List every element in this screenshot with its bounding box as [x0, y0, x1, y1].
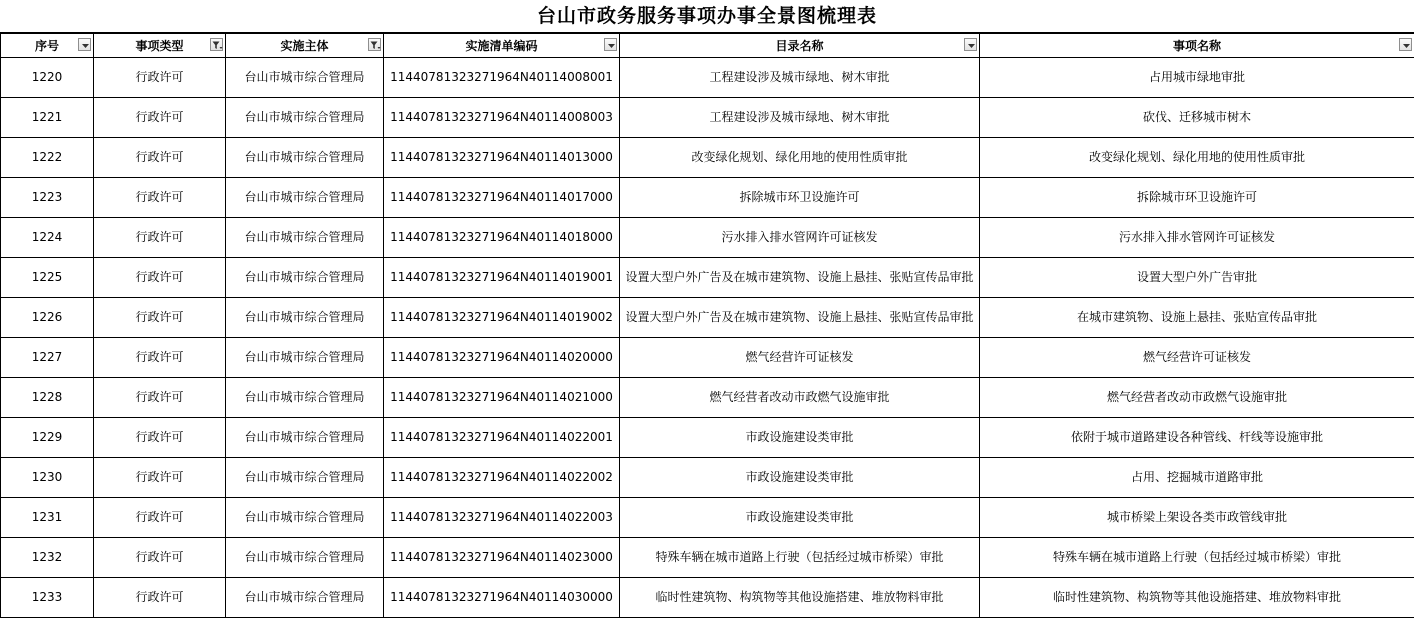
- cell-catalog[interactable]: 污水排入排水管网许可证核发: [620, 218, 980, 258]
- cell-no[interactable]: 1231: [1, 498, 94, 538]
- cell-org[interactable]: 台山市城市综合管理局: [226, 538, 384, 578]
- cell-code[interactable]: 11440781323271964N40114022002: [384, 458, 620, 498]
- cell-no[interactable]: 1227: [1, 338, 94, 378]
- cell-type[interactable]: 行政许可: [94, 98, 226, 138]
- col-header-item: [980, 34, 1414, 58]
- cell-catalog[interactable]: 燃气经营许可证核发: [620, 338, 980, 378]
- table-row: [1, 338, 1414, 378]
- filter-dropdown-icon[interactable]: [1399, 38, 1412, 51]
- cell-catalog[interactable]: 改变绿化规划、绿化用地的使用性质审批: [620, 138, 980, 178]
- cell-no[interactable]: 1230: [1, 458, 94, 498]
- cell-org[interactable]: 台山市城市综合管理局: [226, 258, 384, 298]
- cell-code[interactable]: 11440781323271964N40114023000: [384, 538, 620, 578]
- cell-item[interactable]: 占用城市绿地审批: [980, 58, 1414, 98]
- cell-no[interactable]: 1224: [1, 218, 94, 258]
- cell-item[interactable]: 砍伐、迁移城市树木: [980, 98, 1414, 138]
- cell-org[interactable]: 台山市城市综合管理局: [226, 338, 384, 378]
- filter-active-icon[interactable]: [368, 38, 381, 51]
- cell-code[interactable]: 11440781323271964N40114017000: [384, 178, 620, 218]
- cell-code[interactable]: 11440781323271964N40114022001: [384, 418, 620, 458]
- cell-item[interactable]: 燃气经营许可证核发: [980, 338, 1414, 378]
- cell-no[interactable]: 1228: [1, 378, 94, 418]
- cell-catalog[interactable]: 燃气经营者改动市政燃气设施审批: [620, 378, 980, 418]
- cell-type[interactable]: 行政许可: [94, 418, 226, 458]
- cell-item[interactable]: 依附于城市道路建设各种管线、杆线等设施审批: [980, 418, 1414, 458]
- table-row: [1, 178, 1414, 218]
- table-body: [1, 58, 1414, 618]
- cell-org[interactable]: 台山市城市综合管理局: [226, 578, 384, 618]
- cell-type[interactable]: 行政许可: [94, 178, 226, 218]
- cell-org[interactable]: 台山市城市综合管理局: [226, 298, 384, 338]
- cell-code[interactable]: 11440781323271964N40114021000: [384, 378, 620, 418]
- cell-item[interactable]: 改变绿化规划、绿化用地的使用性质审批: [980, 138, 1414, 178]
- cell-item[interactable]: 特殊车辆在城市道路上行驶（包括经过城市桥梁）审批: [980, 538, 1414, 578]
- cell-catalog[interactable]: 拆除城市环卫设施许可: [620, 178, 980, 218]
- table-row: [1, 218, 1414, 258]
- cell-org[interactable]: 台山市城市综合管理局: [226, 58, 384, 98]
- cell-catalog[interactable]: 市政设施建设类审批: [620, 418, 980, 458]
- cell-item[interactable]: 占用、挖掘城市道路审批: [980, 458, 1414, 498]
- cell-code[interactable]: 11440781323271964N40114019002: [384, 298, 620, 338]
- cell-org[interactable]: 台山市城市综合管理局: [226, 138, 384, 178]
- cell-type[interactable]: 行政许可: [94, 458, 226, 498]
- filter-dropdown-icon[interactable]: [964, 38, 977, 51]
- cell-code[interactable]: 11440781323271964N40114030000: [384, 578, 620, 618]
- cell-code[interactable]: 11440781323271964N40114022003: [384, 498, 620, 538]
- column-header-label: 实施主体: [280, 39, 329, 53]
- cell-code[interactable]: 11440781323271964N40114019001: [384, 258, 620, 298]
- cell-no[interactable]: 1223: [1, 178, 94, 218]
- table-row: [1, 498, 1414, 538]
- filter-dropdown-icon[interactable]: [78, 38, 91, 51]
- cell-type[interactable]: 行政许可: [94, 298, 226, 338]
- cell-catalog[interactable]: 工程建设涉及城市绿地、树木审批: [620, 58, 980, 98]
- cell-item[interactable]: 污水排入排水管网许可证核发: [980, 218, 1414, 258]
- sheet-title: 台山市政务服务事项办事全景图梳理表: [0, 0, 1414, 33]
- cell-catalog[interactable]: 临时性建筑物、构筑物等其他设施搭建、堆放物料审批: [620, 578, 980, 618]
- col-header-code: [384, 34, 620, 58]
- cell-type[interactable]: 行政许可: [94, 258, 226, 298]
- cell-no[interactable]: 1229: [1, 418, 94, 458]
- cell-org[interactable]: 台山市城市综合管理局: [226, 418, 384, 458]
- cell-no[interactable]: 1225: [1, 258, 94, 298]
- cell-no[interactable]: 1222: [1, 138, 94, 178]
- table-row: [1, 458, 1414, 498]
- cell-item[interactable]: 燃气经营者改动市政燃气设施审批: [980, 378, 1414, 418]
- col-header-catalog: [620, 34, 980, 58]
- cell-no[interactable]: 1220: [1, 58, 94, 98]
- cell-org[interactable]: 台山市城市综合管理局: [226, 378, 384, 418]
- cell-no[interactable]: 1233: [1, 578, 94, 618]
- table-row: [1, 378, 1414, 418]
- cell-org[interactable]: 台山市城市综合管理局: [226, 178, 384, 218]
- table-row: [1, 538, 1414, 578]
- cell-type[interactable]: 行政许可: [94, 578, 226, 618]
- column-header-label: 实施清单编码: [465, 39, 538, 53]
- cell-org[interactable]: 台山市城市综合管理局: [226, 458, 384, 498]
- cell-item[interactable]: 城市桥梁上架设各类市政管线审批: [980, 498, 1414, 538]
- column-header-label: 目录名称: [775, 39, 824, 53]
- cell-type[interactable]: 行政许可: [94, 218, 226, 258]
- cell-catalog[interactable]: 市政设施建设类审批: [620, 498, 980, 538]
- table-row: [1, 138, 1414, 178]
- table-row: [1, 578, 1414, 618]
- column-header-label: 事项名称: [1172, 39, 1221, 53]
- cell-item[interactable]: 拆除城市环卫设施许可: [980, 178, 1414, 218]
- cell-no[interactable]: 1221: [1, 98, 94, 138]
- cell-org[interactable]: 台山市城市综合管理局: [226, 498, 384, 538]
- cell-type[interactable]: 行政许可: [94, 538, 226, 578]
- filter-active-icon[interactable]: [210, 38, 223, 51]
- table-row: [1, 258, 1414, 298]
- cell-catalog[interactable]: 工程建设涉及城市绿地、树木审批: [620, 98, 980, 138]
- cell-type[interactable]: 行政许可: [94, 498, 226, 538]
- col-header-no: [1, 34, 94, 58]
- cell-no[interactable]: 1226: [1, 298, 94, 338]
- cell-code[interactable]: 11440781323271964N40114020000: [384, 338, 620, 378]
- filter-dropdown-icon[interactable]: [604, 38, 617, 51]
- cell-type[interactable]: 行政许可: [94, 58, 226, 98]
- table-row: [1, 58, 1414, 98]
- data-table: [0, 33, 1414, 618]
- cell-code[interactable]: 11440781323271964N40114008003: [384, 98, 620, 138]
- header-row: [1, 34, 1414, 58]
- col-header-org: [226, 34, 384, 58]
- cell-org[interactable]: 台山市城市综合管理局: [226, 98, 384, 138]
- table-row: [1, 298, 1414, 338]
- cell-item[interactable]: 临时性建筑物、构筑物等其他设施搭建、堆放物料审批: [980, 578, 1414, 618]
- cell-type[interactable]: 行政许可: [94, 378, 226, 418]
- column-header-label: 事项类型: [135, 39, 184, 53]
- cell-catalog[interactable]: 市政设施建设类审批: [620, 458, 980, 498]
- cell-code[interactable]: 11440781323271964N40114013000: [384, 138, 620, 178]
- cell-org[interactable]: 台山市城市综合管理局: [226, 218, 384, 258]
- table-row: [1, 418, 1414, 458]
- cell-code[interactable]: 11440781323271964N40114018000: [384, 218, 620, 258]
- cell-type[interactable]: 行政许可: [94, 138, 226, 178]
- cell-item[interactable]: 在城市建筑物、设施上悬挂、张贴宣传品审批: [980, 298, 1414, 338]
- cell-type[interactable]: 行政许可: [94, 338, 226, 378]
- table-row: [1, 98, 1414, 138]
- cell-catalog[interactable]: 特殊车辆在城市道路上行驶（包括经过城市桥梁）审批: [620, 538, 980, 578]
- cell-code[interactable]: 11440781323271964N40114008001: [384, 58, 620, 98]
- cell-item[interactable]: 设置大型户外广告审批: [980, 258, 1414, 298]
- column-header-label: 序号: [34, 39, 59, 53]
- cell-catalog[interactable]: 设置大型户外广告及在城市建筑物、设施上悬挂、张贴宣传品审批: [620, 298, 980, 338]
- cell-catalog[interactable]: 设置大型户外广告及在城市建筑物、设施上悬挂、张贴宣传品审批: [620, 258, 980, 298]
- cell-no[interactable]: 1232: [1, 538, 94, 578]
- col-header-type: [94, 34, 226, 58]
